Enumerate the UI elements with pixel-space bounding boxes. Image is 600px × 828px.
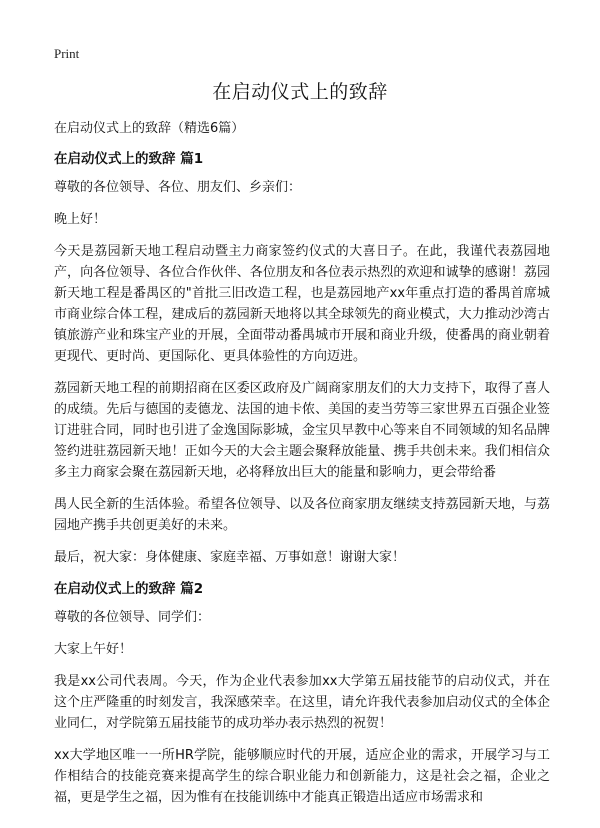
body-paragraph: 我是xx公司代表周。今天，作为企业代表参加xx大学第五届技能节的启动仪式，并在这个庄严隆重的时刻发言，我深感荣幸。在这里，请允许我代表参加启动仪式的全体企业同仁，对学院第五届技能节的成功举办表示热烈的祝贺！ xyxy=(54,674,550,731)
salutation-paragraph: 大家上午好！ xyxy=(54,642,133,657)
document-subtitle: 在启动仪式上的致辞（精选6篇） xyxy=(54,121,245,136)
section-1 xyxy=(54,149,550,568)
document-title: 在启动仪式上的致辞 xyxy=(212,81,388,103)
body-paragraph: 荔园新天地工程的前期招商在区委区政府及广阔商家朋友们的大力支持下，取得了喜人的成绩。先后与德国的麦德龙、法国的迪卡侬、美国的麦当劳等三家世界五百强企业签订进驻合同，同时也引进了金逸国际影城，金宝贝早教中心等来自不同领域的知名品牌签约进驻荔园新天地！正如今天的大会主题会聚释放能量、携手共创未来。我们相信众多主力商家会聚在荔园新天地，必将释放出巨大的能量和影响力，更会带给番 xyxy=(54,381,550,480)
salutation-paragraph: 晚上好！ xyxy=(54,212,107,227)
body-paragraph: 今天是荔园新天地工程启动暨主力商家签约仪式的大喜日子。在此，我谨代表荔园地产，向各位领导、各位合作伙伴、各位朋友和各位表示热烈的欢迎和诚挚的感谢！荔园新天地工程是番禺区的"首批三旧改造工程，也是荔园地产xx年重点打造的番禺首席城市商业综合体工程，建成后的荔园新天地将以其全球领先的商业模式，大力推动沙湾古镇旅游产业和珠宝产业的开展，全面带动番禺城市开展和商业升级，使番禺的商业朝着更现代、更时尚、更国际化、更具体验性的方向迈进。 xyxy=(54,244,550,364)
body-paragraph: xx大学地区唯一一所HR学院，能够顺应时代的开展，适应企业的需求，开展学习与工作相结合的技能竞赛来提高学生的综合职业能力和创新能力，这是社会之福，企业之福，更是学生之福，因为惟有在技能训练中才能真正锻造出适应市场需求和 xyxy=(54,748,550,805)
document-body xyxy=(54,119,550,819)
print-link[interactable]: Print xyxy=(54,46,80,61)
section-heading: 在启动仪式上的致辞 篇2 xyxy=(54,581,204,597)
section-2 xyxy=(54,579,550,808)
section-heading: 在启动仪式上的致辞 篇1 xyxy=(54,151,204,167)
closing-paragraph: 最后，祝大家：身体健康、家庭幸福、万事如意！谢谢大家！ xyxy=(54,550,406,565)
greeting-paragraph: 尊敬的各位领导、各位、朋友们、乡亲们： xyxy=(54,180,302,195)
greeting-paragraph: 尊敬的各位领导、同学们： xyxy=(54,610,211,625)
body-paragraph: 禺人民全新的生活体验。希望各位领导、以及各位商家朋友继续支持荔园新天地，与荔园地产携手共创更美好的未来。 xyxy=(54,497,550,533)
